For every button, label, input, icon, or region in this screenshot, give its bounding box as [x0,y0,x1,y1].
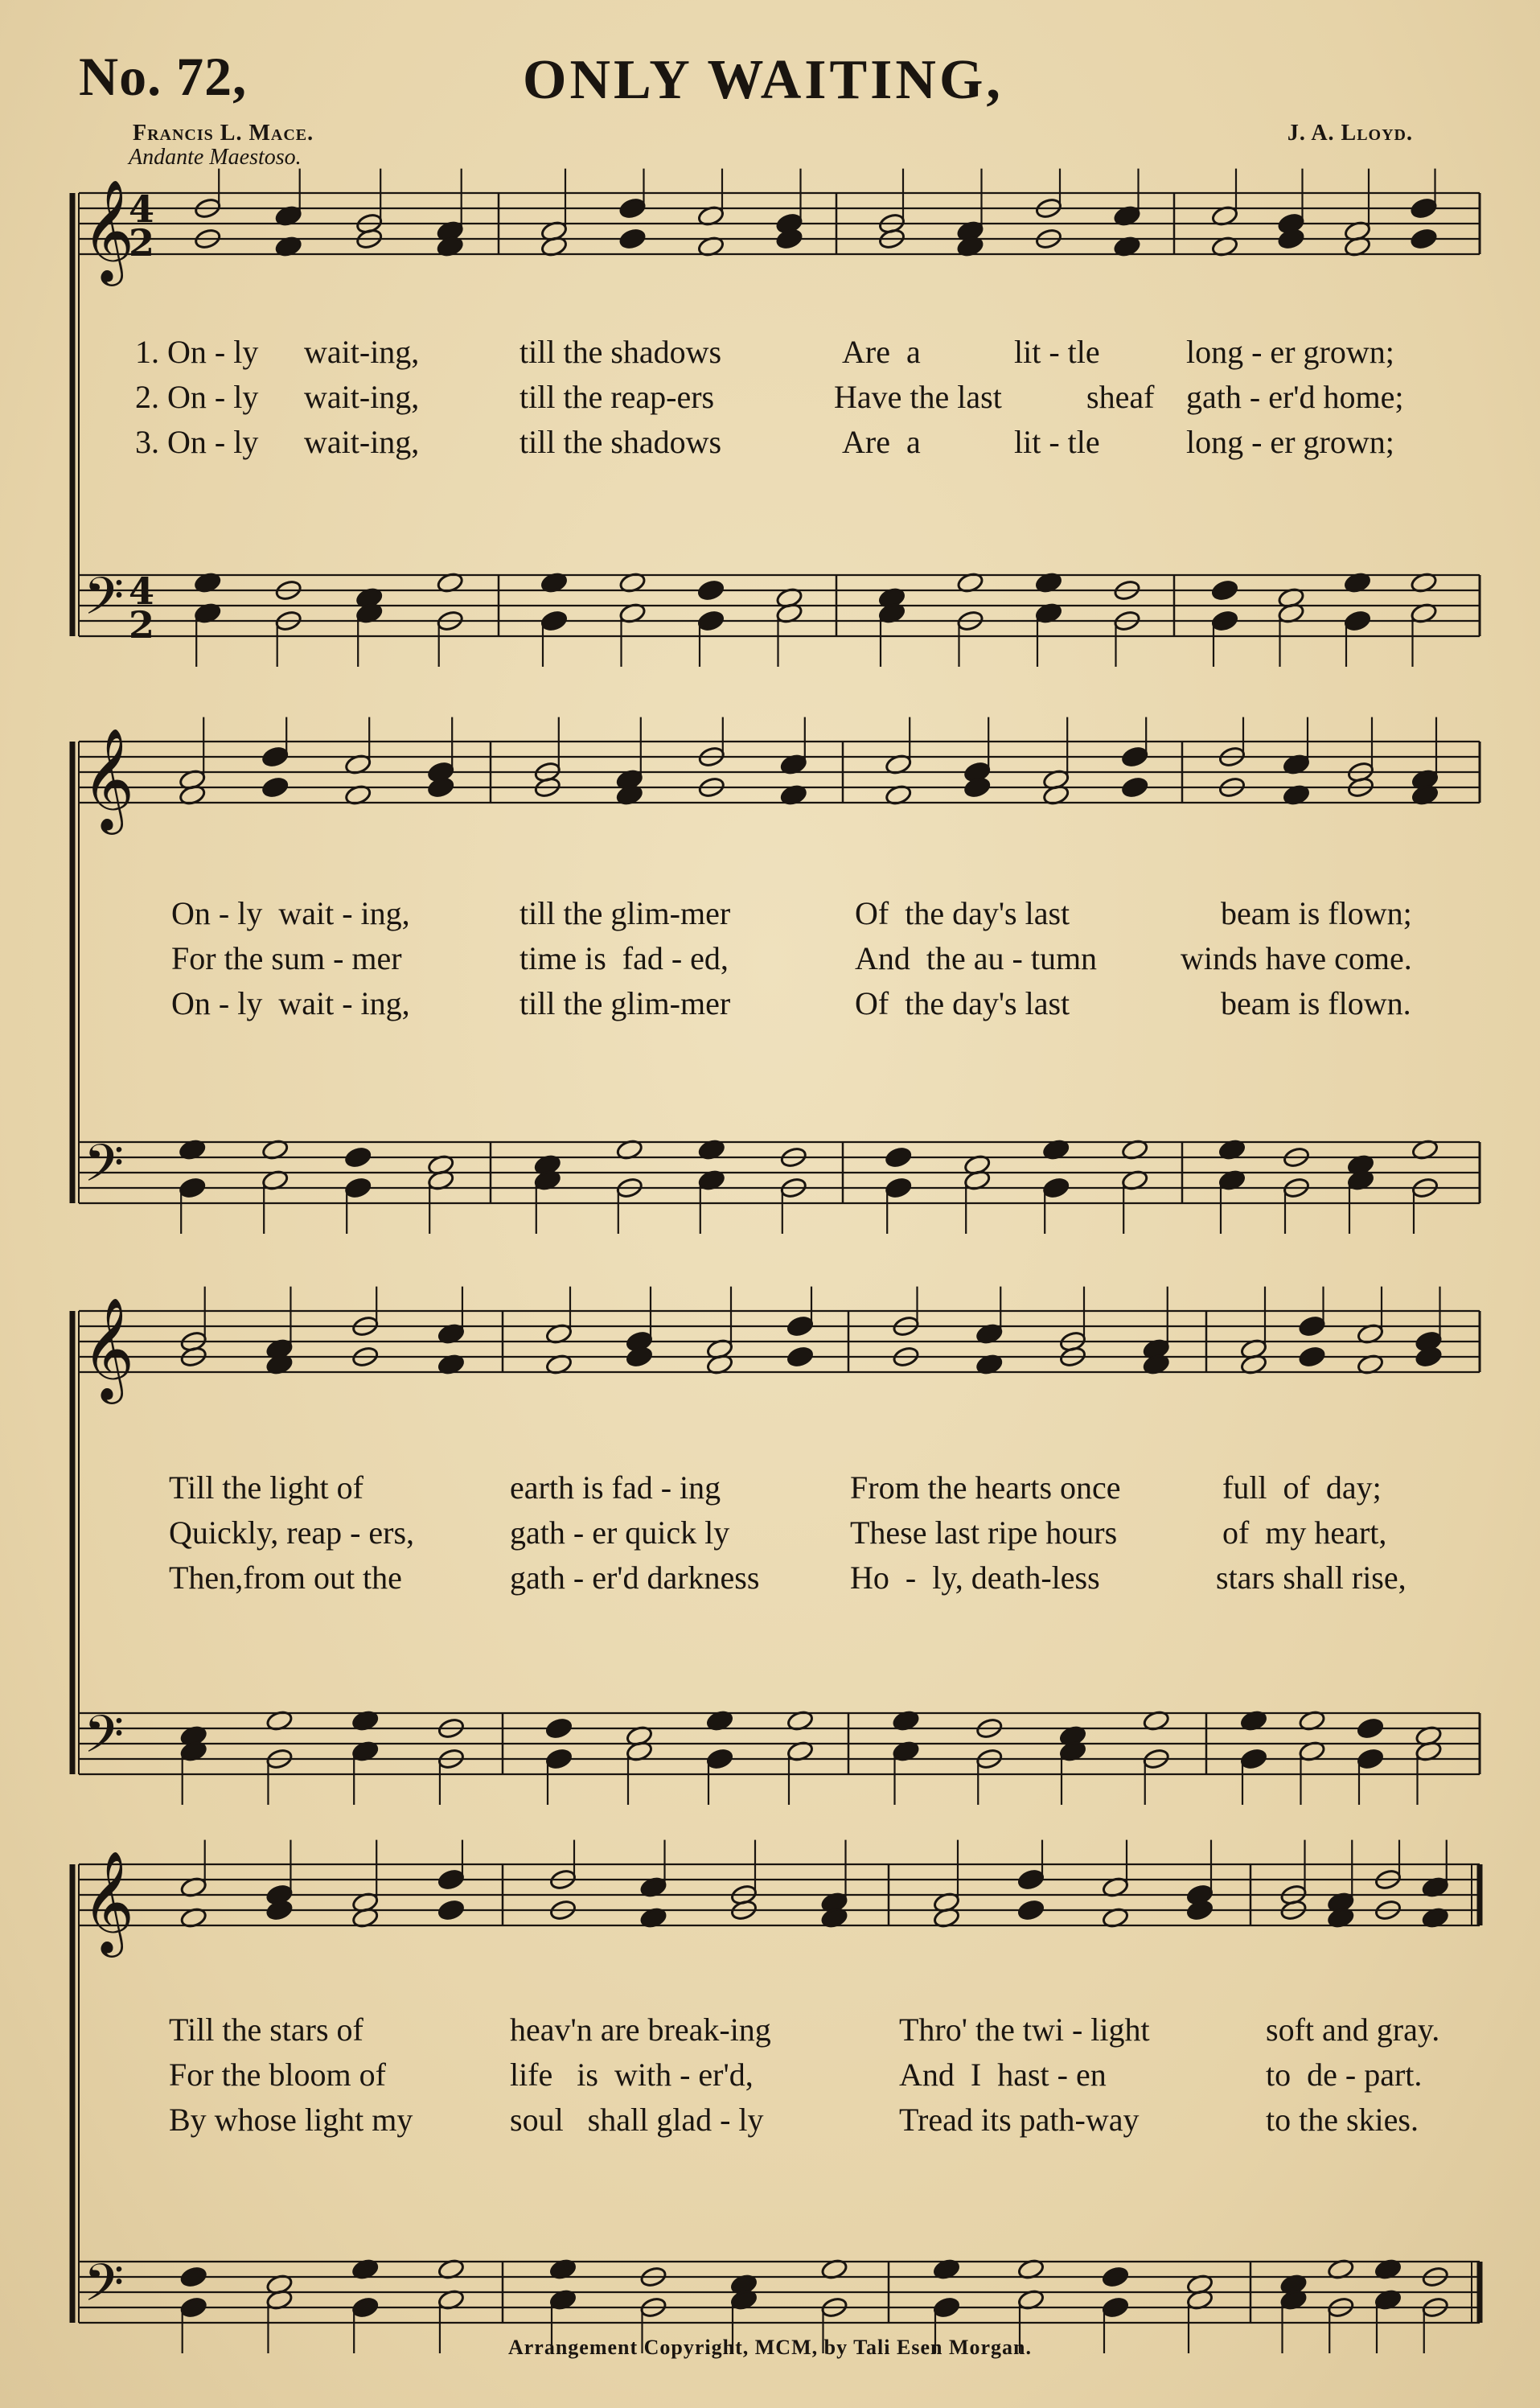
lyric-s3-v2-b: gath - er quick ly [510,1514,730,1551]
lyric-s4-v2-a: For the bloom of [169,2057,386,2093]
lyric-s1-v1-d: Are a [842,334,921,370]
lyric-s4-v3-a: By whose light my [169,2102,413,2138]
lyric-s2-v3-a: On - ly wait - ing, [171,985,410,1021]
lyric-s1-v2-d: Have the last [834,379,1002,415]
note-head [261,776,290,799]
lyric-s3-v2-d: of my heart, [1222,1514,1387,1551]
note-head [618,228,647,250]
lyric-s4-v2-c: And I hast - en [899,2057,1107,2093]
note-head [545,1717,573,1740]
note-head [1211,579,1239,602]
lyric-s1-v3-a: 3. On - ly [135,424,259,460]
lyric-s2-v2-a: For the sum - mer [171,940,402,976]
note-head [1240,1748,1268,1770]
lyric-s4-v1-c: Thro' the twi - light [899,2011,1150,2048]
time-signature: 4 [129,569,155,613]
bass-clef-icon: 𝄢 [84,2254,125,2326]
treble-clef-icon: 𝄞 [82,179,135,281]
note-head [261,746,290,768]
lyric-s2-v3-b: till the glim-mer [519,985,731,1021]
note-head [437,1899,466,1921]
lyric-s4-v1-b: heav'n are break-ing [510,2011,771,2048]
lyric-s1-v1-f: long - er grown; [1186,334,1394,370]
lyric-s2-v1-d: beam is flown; [1221,895,1412,931]
note-head [351,2296,380,2319]
lyric-s1-v3-c: till the shadows [519,424,722,460]
lyric-s1-v1-c: till the shadows [519,334,722,370]
note-head [179,1177,207,1199]
note-head [697,610,725,632]
note-head [179,2266,207,2288]
lyric-s1-v1-b: wait-ing, [304,334,420,370]
note-head [885,1177,913,1199]
lyric-s3-v1-b: earth is fad - ing [510,1469,721,1506]
lyric-s3-v3-c: Ho - ly, death-less [850,1559,1100,1596]
lyric-s1-v2-b: wait-ing, [304,379,420,415]
lyric-s1-v3-b: wait-ing, [304,424,420,460]
note-head [885,1146,913,1169]
note-head [545,1748,573,1770]
note-head [540,610,569,632]
lyric-s4-v2-d: to de - part. [1266,2057,1423,2093]
lyric-s2-v1-a: On - ly wait - ing, [171,895,410,931]
lyric-s2-v3-d: beam is flown. [1221,985,1411,1021]
treble-clef-icon: 𝄞 [82,1296,135,1399]
note-head [1211,610,1239,632]
note-head [1102,2266,1130,2288]
lyric-s1-v1-e: lit - tle [1014,334,1100,370]
lyric-s4-v3-d: to the skies. [1266,2102,1419,2138]
lyric-s1-v3-f: long - er grown; [1186,424,1394,460]
treble-clef-icon: 𝄞 [82,727,135,830]
note-head [1298,1346,1326,1368]
note-head [1410,228,1438,250]
lyric-s1-v2-c: till the reap-ers [519,379,715,415]
hymn-number: No. 72, [79,46,248,107]
note-head [706,1748,734,1770]
lyric-s2-v2-c: And the au - tumn [855,940,1098,976]
note-head [1410,197,1438,220]
note-head [933,2296,961,2319]
lyric-s3-v3-a: Then,from out the [169,1559,402,1596]
note-head [786,1346,815,1368]
note-head [1017,1868,1045,1891]
note-head [1298,1315,1326,1338]
lyric-s2-v3-c: Of the day's last [855,985,1070,1021]
lyric-s3-v1-c: From the hearts once [850,1469,1121,1506]
time-signature: 2 [129,221,155,265]
note-head [1121,746,1149,768]
bass-clef-icon: 𝄢 [84,567,125,639]
note-head [344,1177,372,1199]
lyric-s4-v3-c: Tread its path-way [899,2102,1140,2138]
note-head [1017,1899,1045,1921]
lyric-s4-v3-b: soul shall glad - ly [510,2102,764,2138]
composer-credit: J. A. Lloyd. [1287,121,1413,146]
note-head [786,1315,815,1338]
note-head [1357,1717,1385,1740]
lyric-s3-v2-c: These last ripe hours [850,1514,1118,1551]
note-head [1344,610,1372,632]
lyric-s4-v1-d: soft and gray. [1266,2011,1440,2048]
note-head [1102,2296,1130,2319]
lyric-s2-v1-c: Of the day's last [855,895,1070,931]
hymn-title: ONLY WAITING, [523,49,1004,111]
note-head [1121,776,1149,799]
treble-clef-icon: 𝄞 [82,1850,135,1953]
time-signature: 2 [129,603,155,647]
note-head [697,579,725,602]
time-signature: 4 [129,187,155,231]
lyric-s1-v2-a: 2. On - ly [135,379,259,415]
lyric-s1-v3-d: Are a [842,424,921,460]
lyric-s1-v2-e: sheaf [1086,379,1155,415]
note-head [1357,1748,1385,1770]
lyric-s1-v1-a: 1. On - ly [135,334,259,370]
lyric-s1-v2-f: gath - er'd home; [1186,379,1404,415]
bass-clef-icon: 𝄢 [84,1705,125,1777]
lyric-s4-v2-b: life is with - er'd, [510,2057,754,2093]
bass-clef-icon: 𝄢 [84,1134,125,1206]
lyric-s3-v2-a: Quickly, reap - ers, [169,1514,415,1551]
note-head [1042,1177,1070,1199]
lyric-s3-v1-a: Till the light of [169,1469,363,1506]
lyric-s3-v1-d: full of day; [1222,1469,1382,1506]
note-head [344,1146,372,1169]
note-head [437,1868,466,1891]
lyric-s3-v3-d: stars shall rise, [1216,1559,1407,1596]
lyric-s2-v2-d: winds have come. [1181,940,1412,976]
note-head [179,2296,207,2319]
lyric-s2-v2-b: time is fad - ed, [519,940,729,976]
note-head [618,197,647,220]
lyric-s2-v1-b: till the glim-mer [519,895,731,931]
lyric-s1-v3-e: lit - tle [1014,424,1100,460]
lyric-s3-v3-b: gath - er'd darkness [510,1559,760,1596]
copyright-footer: Arrangement Copyright, MCM, by Tali Esen Morgan. [507,2336,1033,2359]
author-credit: Francis L. Mace. [133,121,314,146]
lyric-s4-v1-a: Till the stars of [169,2011,363,2048]
tempo-marking: Andante Maestoso. [129,145,302,170]
